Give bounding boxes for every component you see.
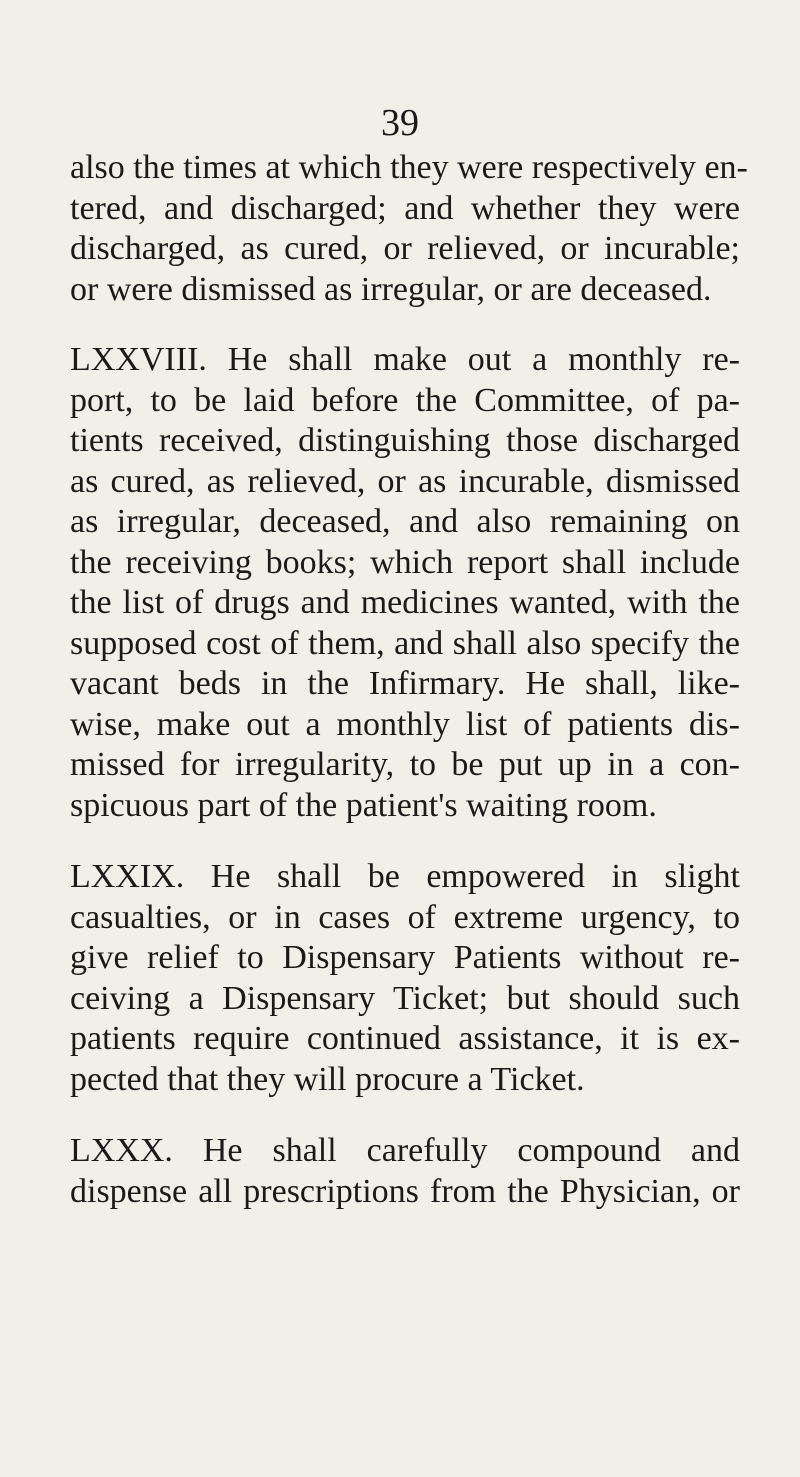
text-line: as cured, as relieved, or as incurable, dismissed xyxy=(70,462,740,500)
page-number: 39 xyxy=(381,102,419,144)
text-line: spicuous part of the patient's waiting room. xyxy=(70,786,657,824)
paragraph-lxxix xyxy=(70,857,740,1100)
text-line: ceiving a Dispensary Ticket; but should such xyxy=(70,979,740,1017)
text-line: patients require continued assistance, it is ex- xyxy=(70,1020,740,1057)
text-line: pected that they will procure a Ticket. xyxy=(70,1060,585,1098)
text-line: missed for irregularity, to be put up in a con- xyxy=(70,746,740,783)
paragraph-continuation xyxy=(70,148,748,310)
text-line: the list of drugs and medicines wanted, with the xyxy=(70,584,740,621)
text-line: casualties, or in cases of extreme urgency, to xyxy=(70,898,740,936)
text-line: as irregular, deceased, and also remaining on xyxy=(70,503,740,540)
text-line: port, to be laid before the Committee, of pa- xyxy=(70,381,740,419)
text-line: wise, make out a monthly list of patients dis- xyxy=(70,705,740,743)
text-line: LXXVIII. He shall make out a monthly re- xyxy=(70,341,740,378)
text-line: LXXIX. He shall be empowered in slight xyxy=(70,858,740,895)
paragraph-lxxx xyxy=(70,1131,740,1212)
text-line: discharged, as cured, or relieved, or incurable; xyxy=(70,230,740,267)
text-line: supposed cost of them, and shall also specify the xyxy=(70,624,740,662)
body-text xyxy=(70,148,748,1243)
text-line: tients received, distinguishing those discharged xyxy=(70,422,740,459)
text-line: vacant beds in the Infirmary. He shall, like- xyxy=(70,665,740,702)
text-line: give relief to Dispensary Patients without re- xyxy=(70,939,740,976)
text-line: the receiving books; which report shall include xyxy=(70,543,740,581)
text-line: also the times at which they were respectively en- xyxy=(70,149,748,186)
text-line: tered, and discharged; and whether they were xyxy=(70,189,740,227)
text-line: or were dismissed as irregular, or are deceased. xyxy=(70,270,712,308)
paragraph-lxxviii xyxy=(70,340,740,826)
text-line: LXXX. He shall carefully compound and xyxy=(70,1132,740,1169)
text-line: dispense all prescriptions from the Physician, or xyxy=(70,1172,740,1210)
